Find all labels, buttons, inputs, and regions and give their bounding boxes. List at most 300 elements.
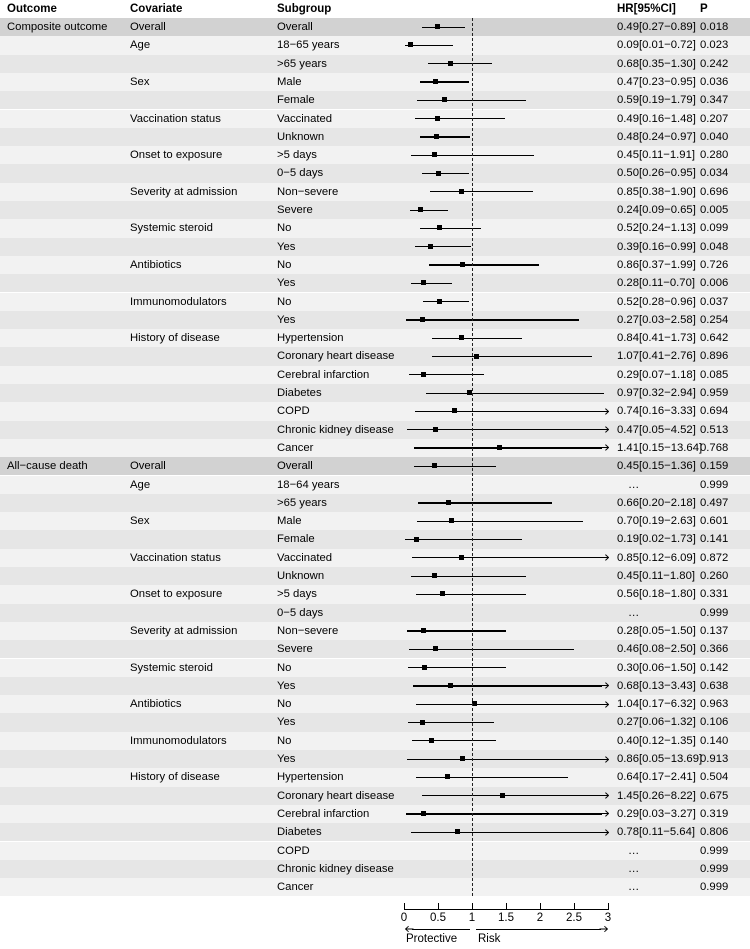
cell-p-value: 0.018 bbox=[700, 21, 729, 33]
cell-subgroup: 18−64 years bbox=[277, 478, 340, 491]
cell-p-value: 0.999 bbox=[700, 862, 729, 875]
table-row[interactable] bbox=[0, 183, 750, 201]
cell-subgroup: Severe bbox=[277, 204, 313, 216]
axis-tick-label: 2 bbox=[536, 912, 544, 924]
cell-p-value: 0.959 bbox=[700, 387, 729, 399]
axis-tick bbox=[506, 903, 507, 910]
cell-p-value: 0.638 bbox=[700, 679, 729, 692]
cell-p-value: 0.099 bbox=[700, 222, 729, 235]
cell-hazard-ratio: 0.09[0.01−0.72] bbox=[617, 39, 696, 52]
point-estimate-marker bbox=[436, 171, 441, 176]
axis-tick-label: 1 bbox=[468, 912, 476, 924]
cell-hazard-ratio: 1.07[0.41−2.76] bbox=[617, 350, 696, 363]
cell-p-value: 0.601 bbox=[700, 515, 729, 528]
cell-subgroup: >5 days bbox=[277, 149, 317, 162]
confidence-interval-line bbox=[429, 264, 539, 265]
point-estimate-marker bbox=[435, 24, 440, 29]
cell-hazard-ratio: 0.27[0.03−2.58] bbox=[617, 313, 696, 326]
cell-hazard-ratio: 0.27[0.06−1.32] bbox=[617, 716, 696, 729]
cell-subgroup: COPD bbox=[277, 405, 310, 418]
cell-p-value: 0.207 bbox=[700, 112, 729, 125]
ci-truncation-arrow-icon bbox=[601, 681, 609, 690]
cell-subgroup: Overall bbox=[277, 21, 313, 33]
cell-hazard-ratio: 0.48[0.24−0.97] bbox=[617, 130, 696, 143]
table-row[interactable] bbox=[0, 256, 750, 274]
table-row[interactable] bbox=[0, 201, 750, 219]
ci-truncation-arrow-icon bbox=[601, 443, 609, 452]
cell-hazard-ratio: … bbox=[628, 881, 641, 894]
cell-hazard-ratio: 0.86[0.05−13.69] bbox=[617, 753, 703, 765]
table-row[interactable] bbox=[0, 640, 750, 658]
cell-subgroup: Yes bbox=[277, 240, 296, 253]
cell-hazard-ratio: 0.47[0.23−0.95] bbox=[617, 75, 696, 88]
cell-hazard-ratio: 0.70[0.19−2.63] bbox=[617, 515, 696, 528]
table-row[interactable] bbox=[0, 55, 750, 73]
confidence-interval-line bbox=[413, 685, 602, 686]
cell-hazard-ratio: 0.85[0.12−6.09] bbox=[617, 551, 696, 564]
confidence-interval-line bbox=[412, 740, 496, 741]
cell-subgroup: 0−5 days bbox=[277, 167, 324, 180]
table-row[interactable] bbox=[0, 457, 750, 475]
table-row[interactable] bbox=[0, 878, 750, 896]
cell-hazard-ratio: 0.86[0.37−1.99] bbox=[617, 258, 696, 271]
table-row[interactable] bbox=[0, 659, 750, 677]
point-estimate-marker bbox=[421, 280, 426, 285]
protective-direction-bar bbox=[412, 929, 470, 930]
cell-p-value: 0.005 bbox=[700, 204, 729, 216]
cell-subgroup: Yes bbox=[277, 753, 296, 765]
confidence-interval-line bbox=[414, 466, 496, 467]
cell-p-value: 0.497 bbox=[700, 496, 729, 509]
table-row[interactable] bbox=[0, 384, 750, 402]
cell-hazard-ratio: 0.64[0.17−2.41] bbox=[617, 771, 696, 784]
point-estimate-marker bbox=[452, 408, 457, 413]
point-estimate-marker bbox=[422, 665, 427, 670]
protective-label: Protective bbox=[406, 933, 458, 945]
cell-hazard-ratio: 0.66[0.20−2.18] bbox=[617, 496, 696, 509]
column-header-p: P bbox=[700, 3, 708, 15]
axis-tick bbox=[438, 903, 439, 910]
point-estimate-marker bbox=[459, 189, 464, 194]
ci-truncation-arrow-icon bbox=[601, 553, 609, 562]
confidence-interval-line bbox=[420, 136, 470, 137]
confidence-interval-line bbox=[432, 338, 522, 339]
cell-hazard-ratio: 0.49[0.16−1.48] bbox=[617, 112, 696, 125]
table-row[interactable] bbox=[0, 860, 750, 878]
cell-p-value: 0.999 bbox=[700, 881, 729, 894]
column-header-hr: HR[95%CI] bbox=[617, 3, 676, 15]
confidence-interval-line bbox=[420, 81, 469, 82]
axis-tick-label: 3 bbox=[604, 912, 612, 924]
point-estimate-marker bbox=[459, 555, 464, 560]
cell-p-value: 0.696 bbox=[700, 185, 729, 198]
cell-p-value: 0.048 bbox=[700, 240, 729, 253]
cell-hazard-ratio: 0.39[0.16−0.99] bbox=[617, 240, 696, 253]
point-estimate-marker bbox=[500, 793, 505, 798]
cell-covariate: Onset to exposure bbox=[130, 149, 223, 162]
cell-hazard-ratio: 0.85[0.38−1.90] bbox=[617, 185, 696, 198]
ci-truncation-arrow-icon bbox=[601, 755, 609, 764]
table-row[interactable] bbox=[0, 585, 750, 603]
cell-hazard-ratio: 0.97[0.32−2.94] bbox=[617, 387, 696, 399]
cell-p-value: 0.694 bbox=[700, 405, 729, 418]
table-row[interactable] bbox=[0, 164, 750, 182]
point-estimate-marker bbox=[455, 829, 460, 834]
cell-subgroup: Male bbox=[277, 75, 302, 88]
table-row[interactable] bbox=[0, 713, 750, 731]
reference-line-hr-1 bbox=[472, 18, 473, 896]
ci-truncation-arrow-icon bbox=[601, 791, 609, 800]
cell-p-value: 0.036 bbox=[700, 75, 729, 88]
point-estimate-marker bbox=[497, 445, 502, 450]
cell-covariate: Onset to exposure bbox=[130, 588, 223, 601]
confidence-interval-line bbox=[410, 210, 448, 211]
ci-truncation-arrow-icon bbox=[601, 809, 609, 818]
confidence-interval-line bbox=[415, 246, 471, 247]
point-estimate-marker bbox=[432, 463, 437, 468]
table-row[interactable] bbox=[0, 787, 750, 805]
table-row[interactable] bbox=[0, 146, 750, 164]
cell-hazard-ratio: … bbox=[628, 862, 641, 875]
cell-subgroup: Yes bbox=[277, 313, 296, 326]
cell-subgroup: No bbox=[277, 661, 292, 674]
cell-p-value: 0.999 bbox=[700, 844, 729, 857]
cell-subgroup: Female bbox=[277, 94, 315, 107]
cell-p-value: 0.347 bbox=[700, 94, 729, 107]
point-estimate-marker bbox=[420, 317, 425, 322]
point-estimate-marker bbox=[460, 262, 465, 267]
cell-covariate: Sex bbox=[130, 75, 150, 88]
cell-subgroup: Diabetes bbox=[277, 387, 322, 399]
cell-covariate: Vaccination status bbox=[130, 551, 221, 564]
cell-subgroup: Chronic kidney disease bbox=[277, 423, 394, 436]
cell-subgroup: No bbox=[277, 734, 292, 747]
cell-subgroup: Coronary heart disease bbox=[277, 350, 395, 363]
table-header bbox=[0, 0, 750, 18]
cell-covariate: Immunomodulators bbox=[130, 295, 227, 308]
x-axis bbox=[0, 903, 750, 949]
table-row[interactable] bbox=[0, 73, 750, 91]
cell-hazard-ratio: 0.19[0.02−1.73] bbox=[617, 533, 696, 546]
table-row[interactable] bbox=[0, 402, 750, 420]
cell-subgroup: No bbox=[277, 295, 292, 308]
point-estimate-marker bbox=[448, 61, 453, 66]
cell-covariate: Overall bbox=[130, 460, 166, 473]
confidence-interval-line bbox=[411, 576, 526, 577]
cell-hazard-ratio: 1.45[0.26−8.22] bbox=[617, 789, 696, 802]
cell-hazard-ratio: 0.30[0.06−1.50] bbox=[617, 661, 696, 674]
cell-p-value: 0.913 bbox=[700, 753, 729, 765]
table-row[interactable] bbox=[0, 549, 750, 567]
axis-tick-label: 0.5 bbox=[430, 912, 446, 924]
point-estimate-marker bbox=[437, 225, 442, 230]
table-row[interactable] bbox=[0, 530, 750, 548]
cell-covariate: Overall bbox=[130, 21, 166, 33]
cell-p-value: 0.872 bbox=[700, 551, 729, 564]
cell-subgroup: Unknown bbox=[277, 130, 325, 143]
cell-hazard-ratio: 0.29[0.07−1.18] bbox=[617, 368, 696, 381]
point-estimate-marker bbox=[421, 372, 426, 377]
cell-subgroup: Cancer bbox=[277, 881, 314, 894]
cell-covariate: Antibiotics bbox=[130, 258, 182, 271]
column-header-covariate: Covariate bbox=[130, 3, 183, 15]
cell-p-value: 0.280 bbox=[700, 149, 729, 162]
cell-subgroup: Non−severe bbox=[277, 624, 339, 637]
table-row[interactable] bbox=[0, 622, 750, 640]
table-row[interactable] bbox=[0, 768, 750, 786]
cell-p-value: 0.896 bbox=[700, 350, 729, 363]
table-row[interactable] bbox=[0, 695, 750, 713]
confidence-interval-line bbox=[422, 795, 602, 796]
cell-p-value: 0.006 bbox=[700, 277, 729, 290]
point-estimate-marker bbox=[434, 134, 439, 139]
table-row[interactable] bbox=[0, 567, 750, 585]
confidence-interval-line bbox=[415, 118, 505, 119]
point-estimate-marker bbox=[437, 299, 442, 304]
confidence-interval-line bbox=[432, 356, 592, 357]
cell-subgroup: COPD bbox=[277, 844, 310, 857]
cell-covariate: Age bbox=[130, 39, 151, 52]
cell-p-value: 0.366 bbox=[700, 643, 729, 656]
cell-p-value: 0.675 bbox=[700, 789, 729, 802]
axis-tick-label: 0 bbox=[400, 912, 408, 924]
point-estimate-marker bbox=[433, 646, 438, 651]
table-row[interactable] bbox=[0, 842, 750, 860]
point-estimate-marker bbox=[432, 573, 437, 578]
confidence-interval-line bbox=[412, 557, 602, 558]
cell-p-value: 0.331 bbox=[700, 588, 729, 601]
cell-subgroup: Yes bbox=[277, 679, 296, 692]
cell-p-value: 0.726 bbox=[700, 258, 729, 271]
cell-subgroup: >65 years bbox=[277, 57, 327, 70]
cell-hazard-ratio: 0.49[0.27−0.89] bbox=[617, 21, 696, 33]
cell-hazard-ratio: 0.47[0.05−4.52] bbox=[617, 423, 696, 436]
cell-covariate: Age bbox=[130, 478, 151, 491]
confidence-interval-line bbox=[415, 411, 602, 412]
axis-tick bbox=[608, 903, 609, 910]
cell-p-value: 0.768 bbox=[700, 441, 729, 454]
cell-subgroup: >65 years bbox=[277, 496, 327, 509]
point-estimate-marker bbox=[420, 720, 425, 725]
cell-hazard-ratio: 0.84[0.41−1.73] bbox=[617, 332, 696, 345]
confidence-interval-line bbox=[418, 502, 553, 503]
cell-hazard-ratio: 0.74[0.16−3.33] bbox=[617, 405, 696, 418]
cell-subgroup: Cerebral infarction bbox=[277, 807, 370, 820]
column-header-outcome: Outcome bbox=[7, 3, 57, 15]
cell-hazard-ratio: 0.28[0.11−0.70] bbox=[617, 277, 695, 290]
cell-subgroup: Vaccinated bbox=[277, 112, 333, 125]
point-estimate-marker bbox=[448, 683, 453, 688]
table-row[interactable] bbox=[0, 823, 750, 841]
cell-p-value: 0.504 bbox=[700, 771, 729, 784]
confidence-interval-line bbox=[417, 521, 583, 522]
cell-hazard-ratio: 1.04[0.17−6.32] bbox=[617, 698, 696, 711]
cell-subgroup: 18−65 years bbox=[277, 39, 340, 52]
point-estimate-marker bbox=[442, 97, 447, 102]
ci-truncation-arrow-icon bbox=[601, 407, 609, 416]
confidence-interval-line bbox=[416, 704, 602, 705]
cell-hazard-ratio: 0.59[0.19−1.79] bbox=[617, 94, 696, 107]
cell-hazard-ratio: 0.68[0.13−3.43] bbox=[617, 679, 696, 692]
cell-covariate: Systemic steroid bbox=[130, 661, 213, 674]
cell-covariate: Severity at admission bbox=[130, 624, 238, 637]
cell-hazard-ratio: 0.29[0.03−3.27] bbox=[617, 807, 696, 820]
table-row[interactable] bbox=[0, 604, 750, 622]
cell-subgroup: Chronic kidney disease bbox=[277, 862, 394, 875]
table-row[interactable] bbox=[0, 311, 750, 329]
cell-hazard-ratio: 0.68[0.35−1.30] bbox=[617, 57, 696, 70]
cell-covariate: Sex bbox=[130, 515, 150, 528]
cell-hazard-ratio: 0.56[0.18−1.80] bbox=[617, 588, 696, 601]
cell-subgroup: Cerebral infarction bbox=[277, 368, 370, 381]
table-row[interactable] bbox=[0, 347, 750, 365]
cell-p-value: 0.999 bbox=[700, 478, 729, 491]
confidence-interval-line bbox=[416, 777, 568, 778]
cell-covariate: History of disease bbox=[130, 332, 220, 345]
cell-hazard-ratio: 0.46[0.08−2.50] bbox=[617, 643, 696, 656]
confidence-interval-line bbox=[411, 832, 602, 833]
confidence-interval-line bbox=[411, 283, 451, 284]
table-row[interactable] bbox=[0, 421, 750, 439]
point-estimate-marker bbox=[445, 774, 450, 779]
table-row[interactable] bbox=[0, 366, 750, 384]
table-row[interactable] bbox=[0, 91, 750, 109]
table-row[interactable] bbox=[0, 732, 750, 750]
axis-tick bbox=[574, 903, 575, 910]
confidence-interval-line bbox=[426, 393, 604, 394]
cell-outcome: Composite outcome bbox=[7, 21, 108, 33]
column-header-subgroup: Subgroup bbox=[277, 3, 332, 15]
cell-hazard-ratio: 0.45[0.15−1.36] bbox=[617, 460, 696, 473]
table-row[interactable] bbox=[0, 494, 750, 512]
cell-p-value: 0.137 bbox=[700, 624, 729, 637]
axis-tick bbox=[404, 903, 405, 910]
risk-direction-bar bbox=[476, 929, 601, 930]
confidence-interval-line bbox=[422, 173, 469, 174]
cell-subgroup: 0−5 days bbox=[277, 606, 324, 619]
point-estimate-marker bbox=[435, 116, 440, 121]
cell-outcome: All−cause death bbox=[7, 460, 88, 473]
cell-p-value: 0.159 bbox=[700, 460, 729, 473]
axis-tick bbox=[540, 903, 541, 910]
table-row[interactable] bbox=[0, 512, 750, 530]
cell-hazard-ratio: … bbox=[628, 606, 641, 619]
cell-p-value: 0.806 bbox=[700, 826, 729, 839]
confidence-interval-line bbox=[407, 759, 602, 760]
cell-subgroup: Coronary heart disease bbox=[277, 789, 395, 802]
table-row[interactable] bbox=[0, 329, 750, 347]
cell-hazard-ratio: 1.41[0.15−13.64] bbox=[617, 441, 703, 454]
axis-tick bbox=[472, 903, 473, 910]
point-estimate-marker bbox=[446, 500, 451, 505]
cell-hazard-ratio: 0.40[0.12−1.35] bbox=[617, 734, 696, 747]
table-row[interactable] bbox=[0, 293, 750, 311]
right-arrow-icon bbox=[599, 924, 608, 934]
cell-covariate: Antibiotics bbox=[130, 698, 182, 711]
cell-subgroup: No bbox=[277, 222, 292, 235]
cell-p-value: 0.242 bbox=[700, 57, 729, 70]
confidence-interval-line bbox=[405, 539, 521, 540]
point-estimate-marker bbox=[428, 244, 433, 249]
risk-label: Risk bbox=[478, 933, 501, 945]
point-estimate-marker bbox=[414, 537, 419, 542]
point-estimate-marker bbox=[433, 79, 438, 84]
confidence-interval-line bbox=[406, 319, 579, 320]
point-estimate-marker bbox=[459, 335, 464, 340]
confidence-interval-line bbox=[414, 447, 602, 448]
cell-hazard-ratio: 0.45[0.11−1.80] bbox=[617, 570, 695, 582]
confidence-interval-line bbox=[422, 27, 464, 28]
table-row[interactable] bbox=[0, 750, 750, 768]
cell-hazard-ratio: 0.28[0.05−1.50] bbox=[617, 624, 696, 637]
cell-p-value: 0.106 bbox=[700, 716, 729, 729]
table-row[interactable] bbox=[0, 476, 750, 494]
table-row[interactable] bbox=[0, 36, 750, 54]
cell-subgroup: No bbox=[277, 698, 292, 711]
cell-subgroup: Non−severe bbox=[277, 185, 339, 198]
point-estimate-marker bbox=[474, 354, 479, 359]
point-estimate-marker bbox=[421, 811, 426, 816]
cell-covariate: History of disease bbox=[130, 771, 220, 784]
cell-subgroup: Unknown bbox=[277, 570, 325, 582]
ci-truncation-arrow-icon bbox=[601, 425, 609, 434]
cell-p-value: 0.963 bbox=[700, 698, 729, 711]
cell-subgroup: >5 days bbox=[277, 588, 317, 601]
cell-p-value: 0.040 bbox=[700, 130, 729, 143]
table-row[interactable] bbox=[0, 805, 750, 823]
cell-p-value: 0.513 bbox=[700, 423, 729, 436]
cell-covariate: Vaccination status bbox=[130, 112, 221, 125]
cell-p-value: 0.141 bbox=[700, 533, 729, 546]
cell-p-value: 0.254 bbox=[700, 313, 729, 326]
cell-hazard-ratio: 0.50[0.26−0.95] bbox=[617, 167, 696, 180]
cell-subgroup: Yes bbox=[277, 716, 296, 729]
cell-hazard-ratio: … bbox=[628, 844, 641, 857]
point-estimate-marker bbox=[418, 207, 423, 212]
table-row[interactable] bbox=[0, 18, 750, 36]
cell-p-value: 0.085 bbox=[700, 368, 729, 381]
point-estimate-marker bbox=[429, 738, 434, 743]
point-estimate-marker bbox=[421, 628, 426, 633]
axis-tick-label: 2.5 bbox=[566, 912, 582, 924]
confidence-interval-line bbox=[430, 191, 533, 192]
cell-subgroup: Diabetes bbox=[277, 826, 322, 839]
table-row[interactable] bbox=[0, 110, 750, 128]
cell-hazard-ratio: 0.52[0.24−1.13] bbox=[617, 222, 696, 235]
cell-hazard-ratio: 0.24[0.09−0.65] bbox=[617, 204, 696, 216]
cell-subgroup: Severe bbox=[277, 643, 313, 656]
cell-p-value: 0.642 bbox=[700, 332, 729, 345]
cell-p-value: 0.023 bbox=[700, 39, 729, 52]
table-row[interactable] bbox=[0, 238, 750, 256]
cell-p-value: 0.260 bbox=[700, 570, 729, 582]
table-row[interactable] bbox=[0, 677, 750, 695]
cell-p-value: 0.037 bbox=[700, 295, 729, 308]
table-row[interactable] bbox=[0, 274, 750, 292]
cell-p-value: 0.319 bbox=[700, 807, 729, 820]
table-row[interactable] bbox=[0, 439, 750, 457]
table-row[interactable] bbox=[0, 128, 750, 146]
cell-p-value: 0.142 bbox=[700, 661, 729, 674]
point-estimate-marker bbox=[408, 42, 413, 47]
cell-subgroup: Hypertension bbox=[277, 332, 344, 345]
table-row[interactable] bbox=[0, 219, 750, 237]
ci-truncation-arrow-icon bbox=[601, 700, 609, 709]
axis-tick-label: 1.5 bbox=[498, 912, 514, 924]
cell-subgroup: Hypertension bbox=[277, 771, 344, 784]
confidence-interval-line bbox=[428, 63, 493, 64]
cell-covariate: Immunomodulators bbox=[130, 734, 227, 747]
